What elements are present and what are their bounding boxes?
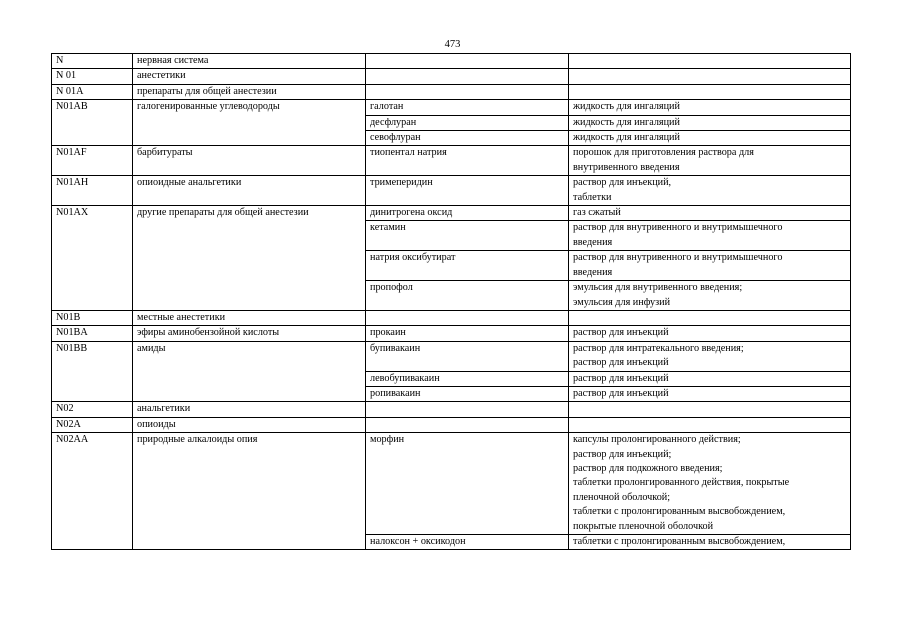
dosage-form-line: раствор для инъекций;	[573, 448, 672, 460]
dosage-form-cell	[569, 386, 851, 401]
dosage-form-cell	[569, 326, 851, 341]
dosage-form-cell	[569, 54, 851, 69]
group-name-cell: природные алкалоиды опия	[133, 433, 366, 550]
dosage-form-line: раствор для интратекального введения;	[573, 342, 744, 354]
dosage-form-cell	[569, 281, 851, 311]
atc-code-cell: N02A	[52, 417, 133, 432]
dosage-form-cell	[569, 402, 851, 417]
group-name-cell: эфиры аминобензойной кислоты	[133, 326, 366, 341]
drug-name-cell	[366, 417, 569, 432]
atc-code-cell: N01AB	[52, 100, 133, 146]
dosage-form-cell	[569, 433, 851, 535]
dosage-form-line: введения	[573, 236, 613, 248]
group-name-cell: другие препараты для общей анестезии	[133, 206, 366, 311]
dosage-form-cell	[569, 176, 851, 206]
drug-name-cell: морфин	[366, 433, 569, 535]
group-name-cell: барбитураты	[133, 146, 366, 176]
drug-name-cell: левобупивакаин	[366, 371, 569, 386]
dosage-form-line: раствор для инъекций	[573, 387, 669, 399]
dosage-form-cell	[569, 131, 851, 146]
drug-name-cell: тиопентал натрия	[366, 146, 569, 176]
dosage-form-cell	[569, 146, 851, 176]
group-name-cell: анальгетики	[133, 402, 366, 417]
dosage-form-line: введения	[573, 266, 613, 278]
dosage-form-line: жидкость для ингаляций	[573, 132, 680, 144]
atc-code-cell: N	[52, 54, 133, 69]
dosage-form-line: таблетки	[573, 191, 612, 203]
group-name-cell: галогенированные углеводороды	[133, 100, 366, 146]
dosage-form-cell	[569, 100, 851, 115]
page-number: 473	[444, 39, 461, 50]
dosage-form-cell	[569, 206, 851, 221]
group-name-cell: опиоиды	[133, 417, 366, 432]
group-name-cell: анестетики	[133, 69, 366, 84]
dosage-form-line: эмульсия для инфузий	[573, 296, 671, 308]
dosage-form-line: пленочной оболочкой;	[573, 491, 671, 503]
table-row	[52, 206, 851, 221]
group-name-cell: препараты для общей анестезии	[133, 84, 366, 99]
table-row	[52, 54, 851, 69]
group-name-cell: местные анестетики	[133, 310, 366, 325]
drug-name-cell: налоксон + оксикодон	[366, 535, 569, 550]
atc-code-cell: N 01A	[52, 84, 133, 99]
drug-name-cell: кетамин	[366, 221, 569, 251]
dosage-form-line: раствор для подкожного введения;	[573, 462, 723, 474]
drug-name-cell: динитрогена оксид	[366, 206, 569, 221]
drug-name-cell: прокаин	[366, 326, 569, 341]
table-row	[52, 417, 851, 432]
table-row	[52, 326, 851, 341]
group-name-cell: опиоидные анальгетики	[133, 176, 366, 206]
dosage-form-cell	[569, 84, 851, 99]
atc-drug-table	[51, 53, 851, 550]
table-row	[52, 84, 851, 99]
atc-code-cell: N01BA	[52, 326, 133, 341]
dosage-form-line: жидкость для ингаляций	[573, 116, 680, 128]
group-name-cell: нервная система	[133, 54, 366, 69]
table-row	[52, 69, 851, 84]
table-row	[52, 402, 851, 417]
dosage-form-cell	[569, 69, 851, 84]
drug-name-cell: пропофол	[366, 281, 569, 311]
dosage-form-line: таблетки с пролонгированным высвобождением,	[573, 536, 786, 547]
atc-code-cell: N01BB	[52, 341, 133, 402]
dosage-form-line: таблетки пролонгированного действия, покрытые	[573, 477, 790, 489]
table-row	[52, 310, 851, 325]
atc-code-cell: N 01	[52, 69, 133, 84]
dosage-form-cell	[569, 115, 851, 130]
drug-name-cell	[366, 54, 569, 69]
atc-code-cell: N02AA	[52, 433, 133, 550]
drug-name-cell: десфлуран	[366, 115, 569, 130]
dosage-form-cell	[569, 310, 851, 325]
atc-code-cell: N01AF	[52, 146, 133, 176]
dosage-form-line: раствор для инъекций,	[573, 177, 672, 189]
atc-code-cell: N01AH	[52, 176, 133, 206]
drug-name-cell: тримеперидин	[366, 176, 569, 206]
atc-code-cell: N02	[52, 402, 133, 417]
dosage-form-cell	[569, 417, 851, 432]
dosage-form-line: раствор для внутривенного и внутримышечного	[573, 222, 783, 234]
dosage-form-line: жидкость для ингаляций	[573, 101, 680, 113]
dosage-form-line: порошок для приготовления раствора для	[573, 147, 754, 159]
drug-name-cell: севофлуран	[366, 131, 569, 146]
dosage-form-cell	[569, 221, 851, 251]
dosage-form-line: эмульсия для внутривенного введения;	[573, 282, 743, 294]
drug-name-cell: бупивакаин	[366, 341, 569, 371]
dosage-form-cell	[569, 341, 851, 371]
drug-name-cell	[366, 310, 569, 325]
dosage-form-line: раствор для инъекций	[573, 327, 669, 339]
drug-name-cell	[366, 402, 569, 417]
atc-code-cell: N01B	[52, 310, 133, 325]
dosage-form-line: внутривенного введения	[573, 161, 680, 173]
table-row	[52, 433, 851, 535]
table-row	[52, 341, 851, 371]
table-row	[52, 100, 851, 115]
drug-name-cell: натрия оксибутират	[366, 251, 569, 281]
drug-name-cell	[366, 69, 569, 84]
drug-name-cell: галотан	[366, 100, 569, 115]
dosage-form-line: раствор для инъекций	[573, 372, 669, 384]
dosage-form-line: газ сжатый	[573, 207, 621, 219]
table-row	[52, 176, 851, 206]
dosage-form-line: капсулы пролонгированного действия;	[573, 434, 741, 446]
atc-code-cell: N01AX	[52, 206, 133, 311]
group-name-cell: амиды	[133, 341, 366, 402]
table-row	[52, 146, 851, 176]
drug-name-cell: ропивакаин	[366, 386, 569, 401]
dosage-form-cell	[569, 535, 851, 550]
drug-name-cell	[366, 84, 569, 99]
dosage-form-line: таблетки с пролонгированным высвобождением,	[573, 506, 786, 518]
dosage-form-cell	[569, 251, 851, 281]
dosage-form-line: раствор для внутривенного и внутримышечного	[573, 252, 783, 264]
dosage-form-cell	[569, 371, 851, 386]
dosage-form-line: раствор для инъекций	[573, 357, 669, 369]
dosage-form-line: покрытые пленочной оболочкой	[573, 520, 714, 532]
